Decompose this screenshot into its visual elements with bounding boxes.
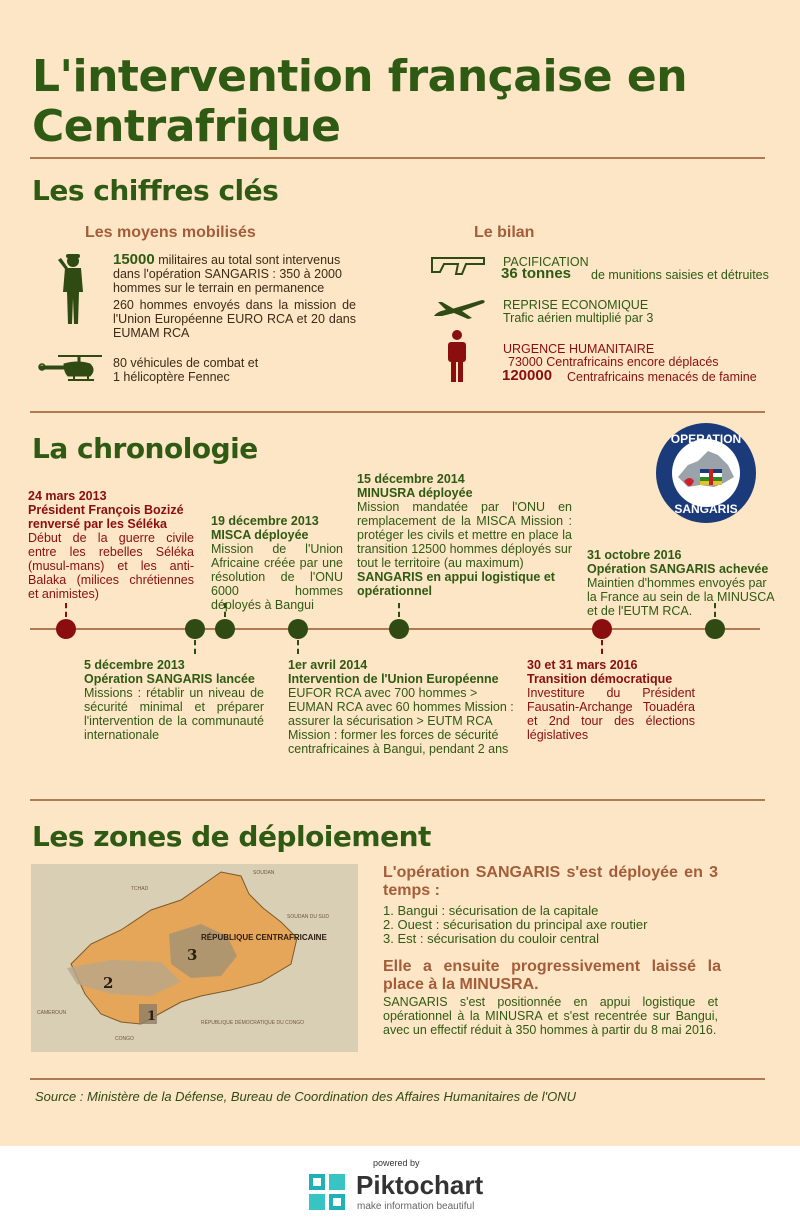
event-title: Transition démocratique xyxy=(527,672,673,686)
moyens-title: Les moyens mobilisés xyxy=(85,224,256,241)
event-text: Mission mandatée par l'ONU en remplacement de la MISCA Mission : protéger les civils et mettre en place la transition 12500 hommes déployés sur tout le territoire (au maximum) xyxy=(357,500,572,570)
page-title: L'intervention française en Centrafrique xyxy=(32,51,688,152)
divider xyxy=(30,411,765,413)
event-2016-03 xyxy=(527,658,695,742)
map-zone-1: 1 xyxy=(147,1009,157,1024)
timeline-connector xyxy=(398,603,400,617)
pacification-title: PACIFICATION xyxy=(503,255,589,269)
timeline-dot-2013-12-05 xyxy=(185,619,205,639)
urgence-text-2: Centrafricains menacés de famine xyxy=(567,370,757,384)
map-zone-2: 2 xyxy=(103,974,114,992)
event-title: MISCA déployée xyxy=(211,528,309,542)
timeline-dot-2013-12-19 xyxy=(215,619,235,639)
map-country-label: CAMEROUN xyxy=(37,1010,67,1016)
timeline-dot-2014-12 xyxy=(389,619,409,639)
event-text: Investiture du Président Fausatin-Archange Touadéra et 2nd tour des élections législatives xyxy=(527,686,695,742)
event-title: MINUSRA déployée xyxy=(357,486,473,500)
event-date: 31 octobre 2016 xyxy=(587,548,682,562)
event-date: 5 décembre 2013 xyxy=(84,658,185,672)
section-zones-title: Les zones de déploiement xyxy=(32,820,431,853)
event-title: Président François Bozizé renversé par les Séléka xyxy=(28,503,184,531)
event-text: Début de la guerre civile entre les rebelles Séléka (musul-mans) et les anti-Balaka (milices chrétiennes et animistes) xyxy=(28,531,194,601)
powered-by-text: powered by xyxy=(373,1158,420,1168)
pacification-number: 36 tonnes xyxy=(501,265,572,282)
map-country-label: TCHAD xyxy=(131,886,149,892)
urgence-number: 120000 xyxy=(502,367,553,384)
divider xyxy=(30,799,765,801)
event-2016-10 xyxy=(587,548,779,618)
operation-sangaris-badge xyxy=(654,421,758,525)
soldier-icon xyxy=(56,252,90,326)
moyens-text-2: 260 hommes envoyés dans la mission de l'Union Européenne EURO RCA et 20 dans EUMAM RCA xyxy=(113,298,356,340)
map-country-label: RÉPUBLIQUE DÉMOCRATIQUE DU CONGO xyxy=(201,1020,304,1026)
source-text: Source : Ministère de la Défense, Bureau de Coordination des Affaires Humanitaires de l'ONU xyxy=(35,1089,577,1104)
event-date: 15 décembre 2014 xyxy=(357,472,465,486)
event-title: Opération SANGARIS achevée xyxy=(587,562,769,576)
zones-list xyxy=(383,904,647,946)
zones-heading-1: L'opération SANGARIS s'est déployée en 3 temps : xyxy=(383,864,718,899)
map-label: RÉPUBLIQUE CENTRAFRICAINE xyxy=(201,933,327,942)
event-2014-12 xyxy=(357,472,572,598)
reprise-text: Trafic aérien multiplié par 3 xyxy=(503,311,654,325)
map-country-label: SOUDAN xyxy=(253,870,275,876)
zones-paragraph: SANGARIS s'est positionnée en appui logistique et opérationnel à la MINUSRA et s'est recentrée sur Bangui, avec un effectif réduit à 350 hommes à partir du 8 mai 2016. xyxy=(383,995,718,1037)
timeline-connector xyxy=(601,640,603,654)
section-chrono-title: La chronologie xyxy=(32,432,258,465)
map-zone-3: 3 xyxy=(187,946,198,964)
urgence-text-1: 73000 Centrafricains encore déplacés xyxy=(508,355,719,369)
pacification-text: de munitions saisies et détruites xyxy=(591,268,769,282)
event-date: 24 mars 2013 xyxy=(28,489,107,503)
event-text: Missions : rétablir un niveau de sécurité minimal et préparer l'intervention de la communauté internationale xyxy=(84,686,264,742)
moyens-text-3: 80 véhicules de combat et 1 hélicoptère Fennec xyxy=(113,356,259,384)
event-text: EUFOR RCA avec 700 hommes > EUMAN RCA avec 60 hommes Mission : assurer la sécurisation > EUTM RCA Mission : former les forces de sécurité centrafricaines à Bangui, pendant 2 ans xyxy=(288,686,514,756)
section-chiffres-title: Les chiffres clés xyxy=(32,174,279,207)
map-country-label: CONGO xyxy=(115,1036,134,1042)
piktochart-tagline: make information beautiful xyxy=(357,1201,475,1212)
timeline-dot-2014-04 xyxy=(288,619,308,639)
badge-top-text: OPERATION xyxy=(670,432,742,446)
event-title: Opération SANGARIS lancée xyxy=(84,672,255,686)
airplane-icon xyxy=(432,296,486,322)
rifle-icon xyxy=(430,252,486,278)
event-text: Mission de l'Union Africaine créée par une résolution de l'ONU 6000 hommes déployés à Bangui xyxy=(211,542,343,612)
zones-list-item-1: 1. Bangui : sécurisation de la capitale xyxy=(383,903,599,918)
timeline-dot-2016-10 xyxy=(705,619,725,639)
badge-bottom-text: SANGARIS xyxy=(674,502,738,516)
moyens-desc-1: militaires au total sont intervenus dans l'opération SANGARIS : 350 à 2000 hommes sur le terrain en permanence xyxy=(113,253,342,295)
person-icon xyxy=(446,330,468,382)
divider xyxy=(30,157,765,159)
divider xyxy=(30,1078,765,1080)
piktochart-link[interactable]: Piktochart xyxy=(356,1170,484,1200)
helicopter-icon xyxy=(38,352,104,384)
moyens-number-1: 15000 xyxy=(113,251,155,268)
zones-list-item-2: 2. Ouest : sécurisation du principal axe routier xyxy=(383,917,648,932)
event-2013-03 xyxy=(28,489,194,601)
zones-heading-2: Elle a ensuite progressivement laissé la place à la MINUSRA. xyxy=(383,958,721,993)
timeline-connector xyxy=(194,640,196,654)
zones-list-item-3: 3. Est : sécurisation du couloir central xyxy=(383,931,600,946)
piktochart-logo-icon xyxy=(307,1172,349,1214)
urgence-title: URGENCE HUMANITAIRE xyxy=(503,342,655,356)
timeline-dot-2013-03 xyxy=(56,619,76,639)
event-2013-12-19 xyxy=(211,514,343,612)
bilan-title: Le bilan xyxy=(474,224,535,241)
event-extra: SANGARIS en appui logistique et opérationnel xyxy=(357,570,555,598)
event-date: 19 décembre 2013 xyxy=(211,514,319,528)
timeline-connector xyxy=(65,603,67,617)
event-2013-12-05 xyxy=(84,658,264,742)
event-date: 1er avril 2014 xyxy=(288,658,368,672)
timeline-connector xyxy=(297,640,299,654)
timeline-dot-2016-03 xyxy=(592,619,612,639)
event-title: Intervention de l'Union Européenne xyxy=(288,672,499,686)
deployment-map xyxy=(31,864,358,1052)
event-text: Maintien d'hommes envoyés par la France au sein de la MINUSCA et de l'EUTM RCA. xyxy=(587,576,774,618)
map-country-label: SOUDAN DU SUD xyxy=(287,914,329,920)
reprise-title: REPRISE ECONOMIQUE xyxy=(503,298,649,312)
moyens-text-1 xyxy=(113,253,358,295)
event-date: 30 et 31 mars 2016 xyxy=(527,658,638,672)
event-2014-04 xyxy=(288,658,516,756)
